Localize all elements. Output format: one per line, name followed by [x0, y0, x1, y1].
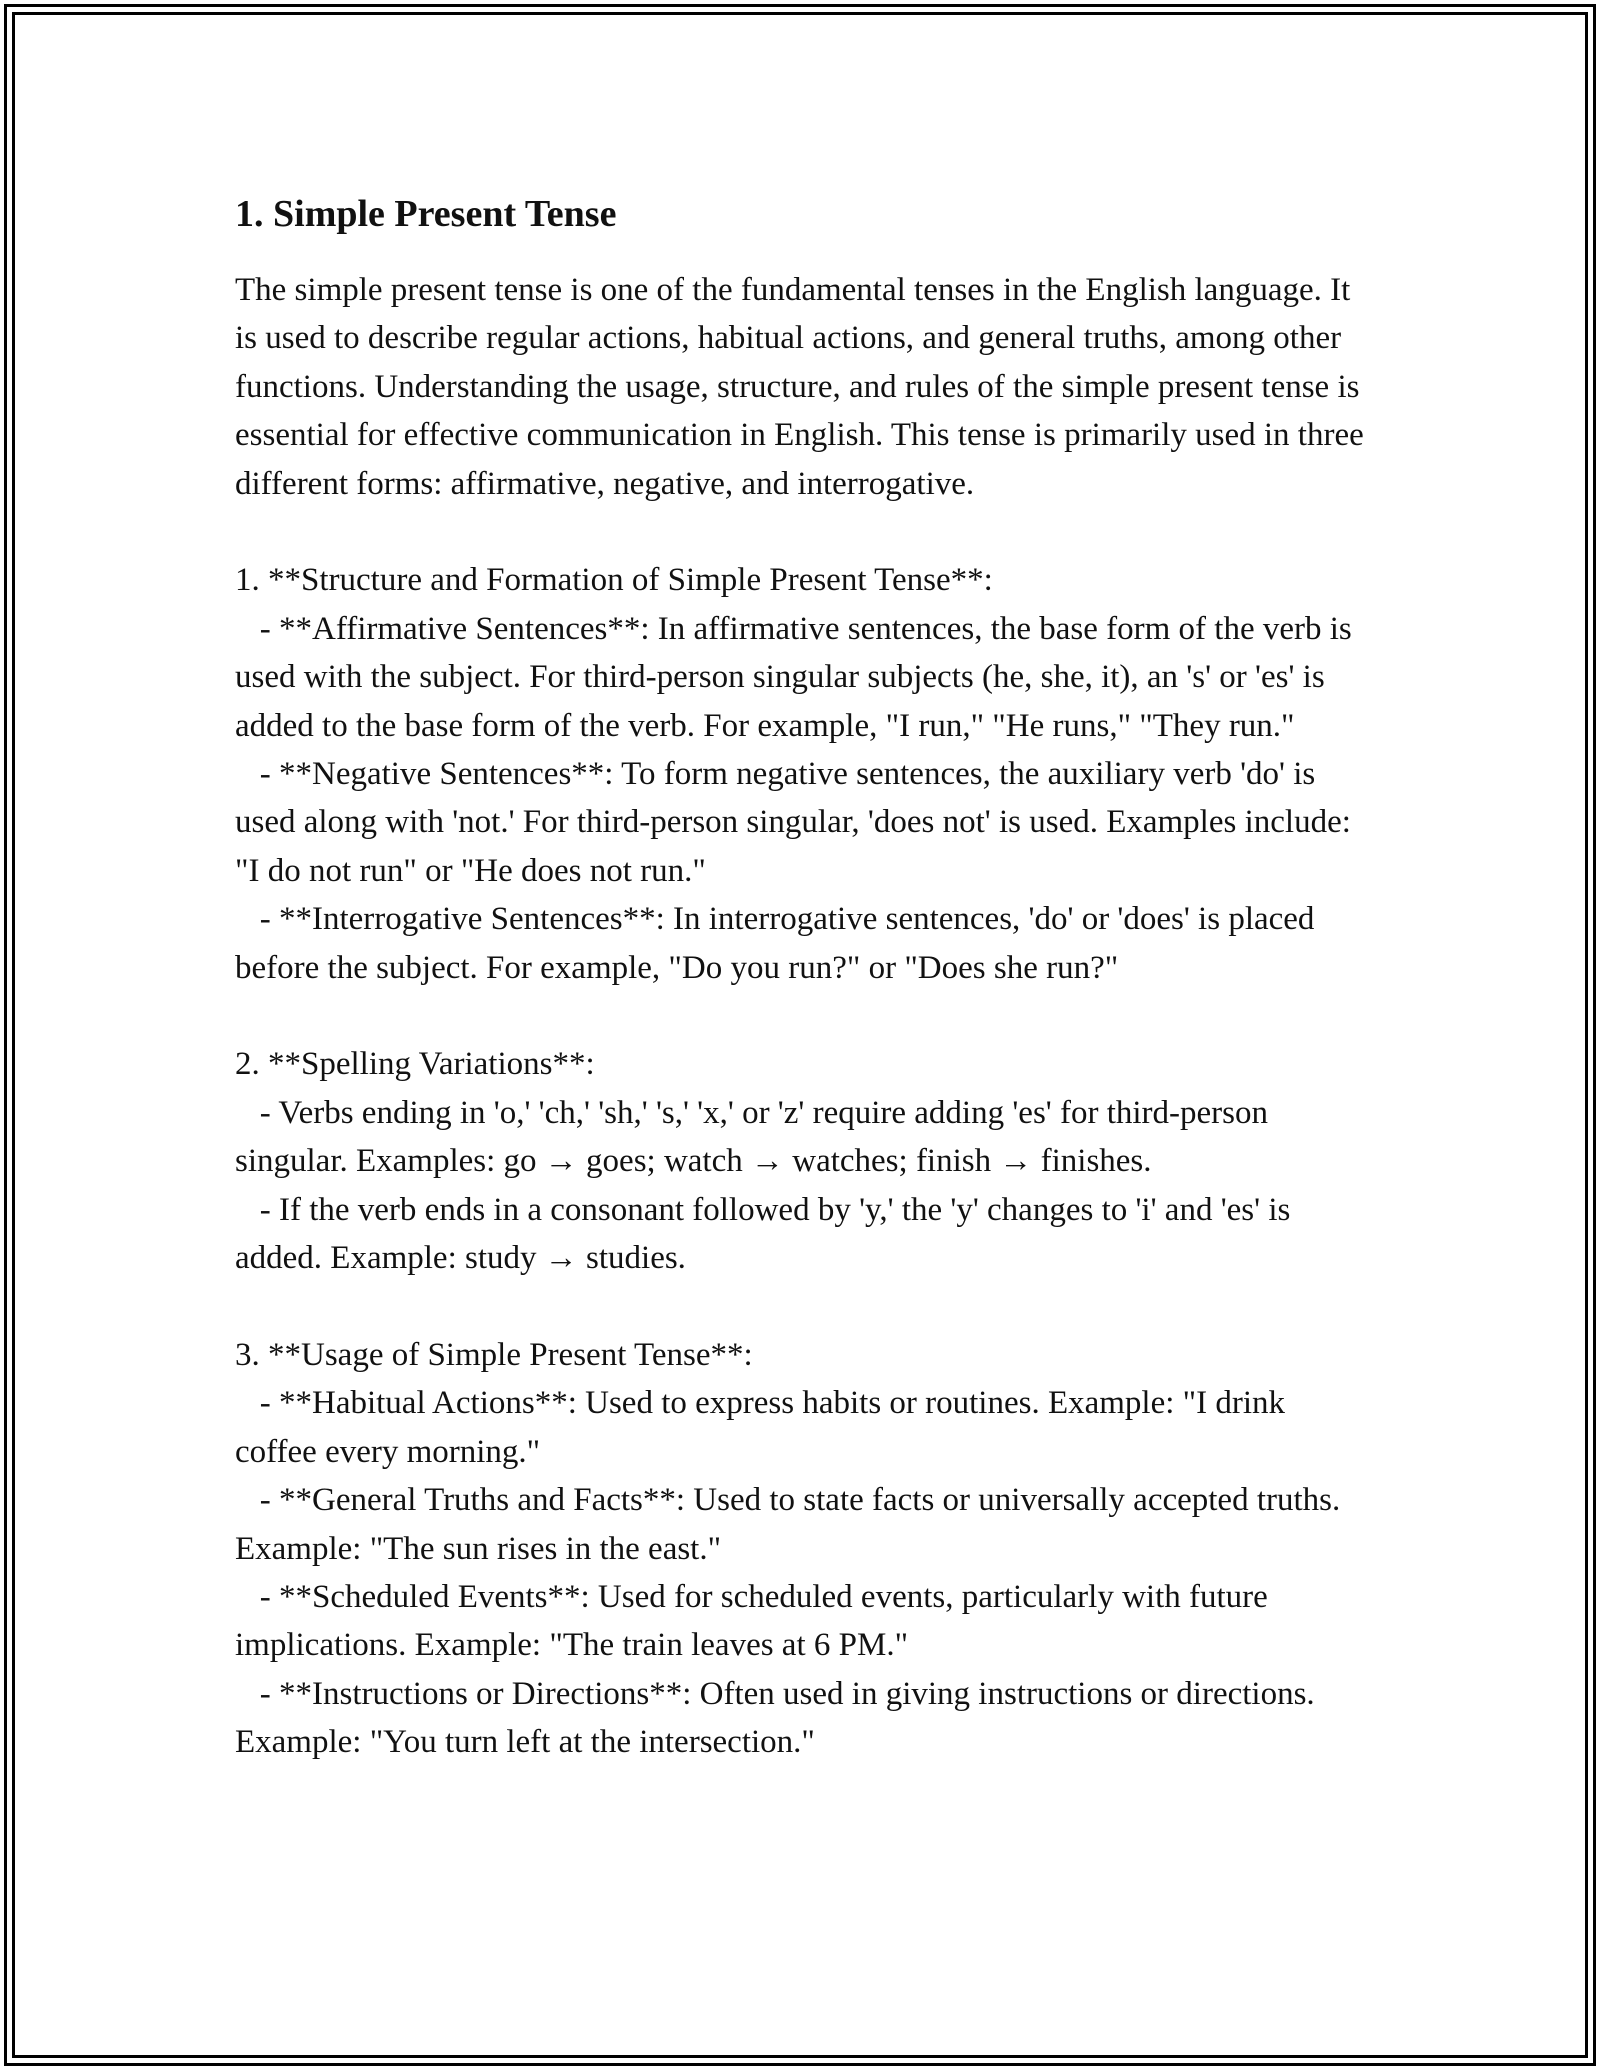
- spacer: [235, 992, 1375, 1040]
- section-3-heading: 3. **Usage of Simple Present Tense**:: [235, 1336, 753, 1373]
- section-3-item-habitual: - **Habitual Actions**: Used to express habits or routines. Example: "I drink coffee every morning.": [235, 1385, 1294, 1470]
- section-2-heading: 2. **Spelling Variations**:: [235, 1046, 595, 1083]
- intro-paragraph: The simple present tense is one of the fundamental tenses in the English language. It is used to describe regular actions, habitual actions, and general truths, among other functions. Understanding the usage, structure, and rules of the simple present tense is essential for effective communication in English. This tense is primarily used in three different forms: affirmative, negative, and interrogative.: [235, 272, 1373, 502]
- document-body: [235, 186, 1375, 1767]
- section-1-heading: 1. **Structure and Formation of Simple Present Tense**:: [235, 562, 993, 599]
- section-2-item-es-endings: - Verbs ending in 'o,' 'ch,' 'sh,' 's,' 'x,' or 'z' require adding 'es' for third-person singular. Examples: go → goes; watch → watches; finish → finishes.: [235, 1094, 1277, 1180]
- section-1-item-affirmative: - **Affirmative Sentences**: In affirmative sentences, the base form of the verb is used with the subject. For third-person singular subjects (he, she, it), an 's' or 'es' is added to the base form of the verb. For example, "I run," "He runs," "They run.": [235, 610, 1360, 744]
- spacer: [235, 1283, 1375, 1331]
- section-1-item-negative: - **Negative Sentences**: To form negative sentences, the auxiliary verb 'do' is used along with 'not.' For third-person singular, 'does not' is used. Examples include: "I do not run" or "He does not run.": [235, 756, 1360, 889]
- section-3-item-scheduled: - **Scheduled Events**: Used for scheduled events, particularly with future implications. Example: "The train leaves at 6 PM.": [235, 1578, 1277, 1664]
- section-3-item-instructions: - **Instructions or Directions**: Often used in giving instructions or directions. Example: "You turn left at the intersection.": [235, 1675, 1323, 1761]
- document-title: 1. Simple Present Tense: [235, 193, 617, 235]
- section-3-item-truths: - **General Truths and Facts**: Used to state facts or universally accepted truths. Example: "The sun rises in the east.": [235, 1482, 1349, 1567]
- spacer: [235, 508, 1375, 556]
- section-1-item-interrogative: - **Interrogative Sentences**: In interrogative sentences, 'do' or 'does' is placed before the subject. For example, "Do you run?" or "Does she run?": [235, 901, 1323, 986]
- section-2-item-y-endings: - If the verb ends in a consonant followed by 'y,' the 'y' changes to 'i' and 'es' is added. Example: study → studies.: [235, 1191, 1299, 1277]
